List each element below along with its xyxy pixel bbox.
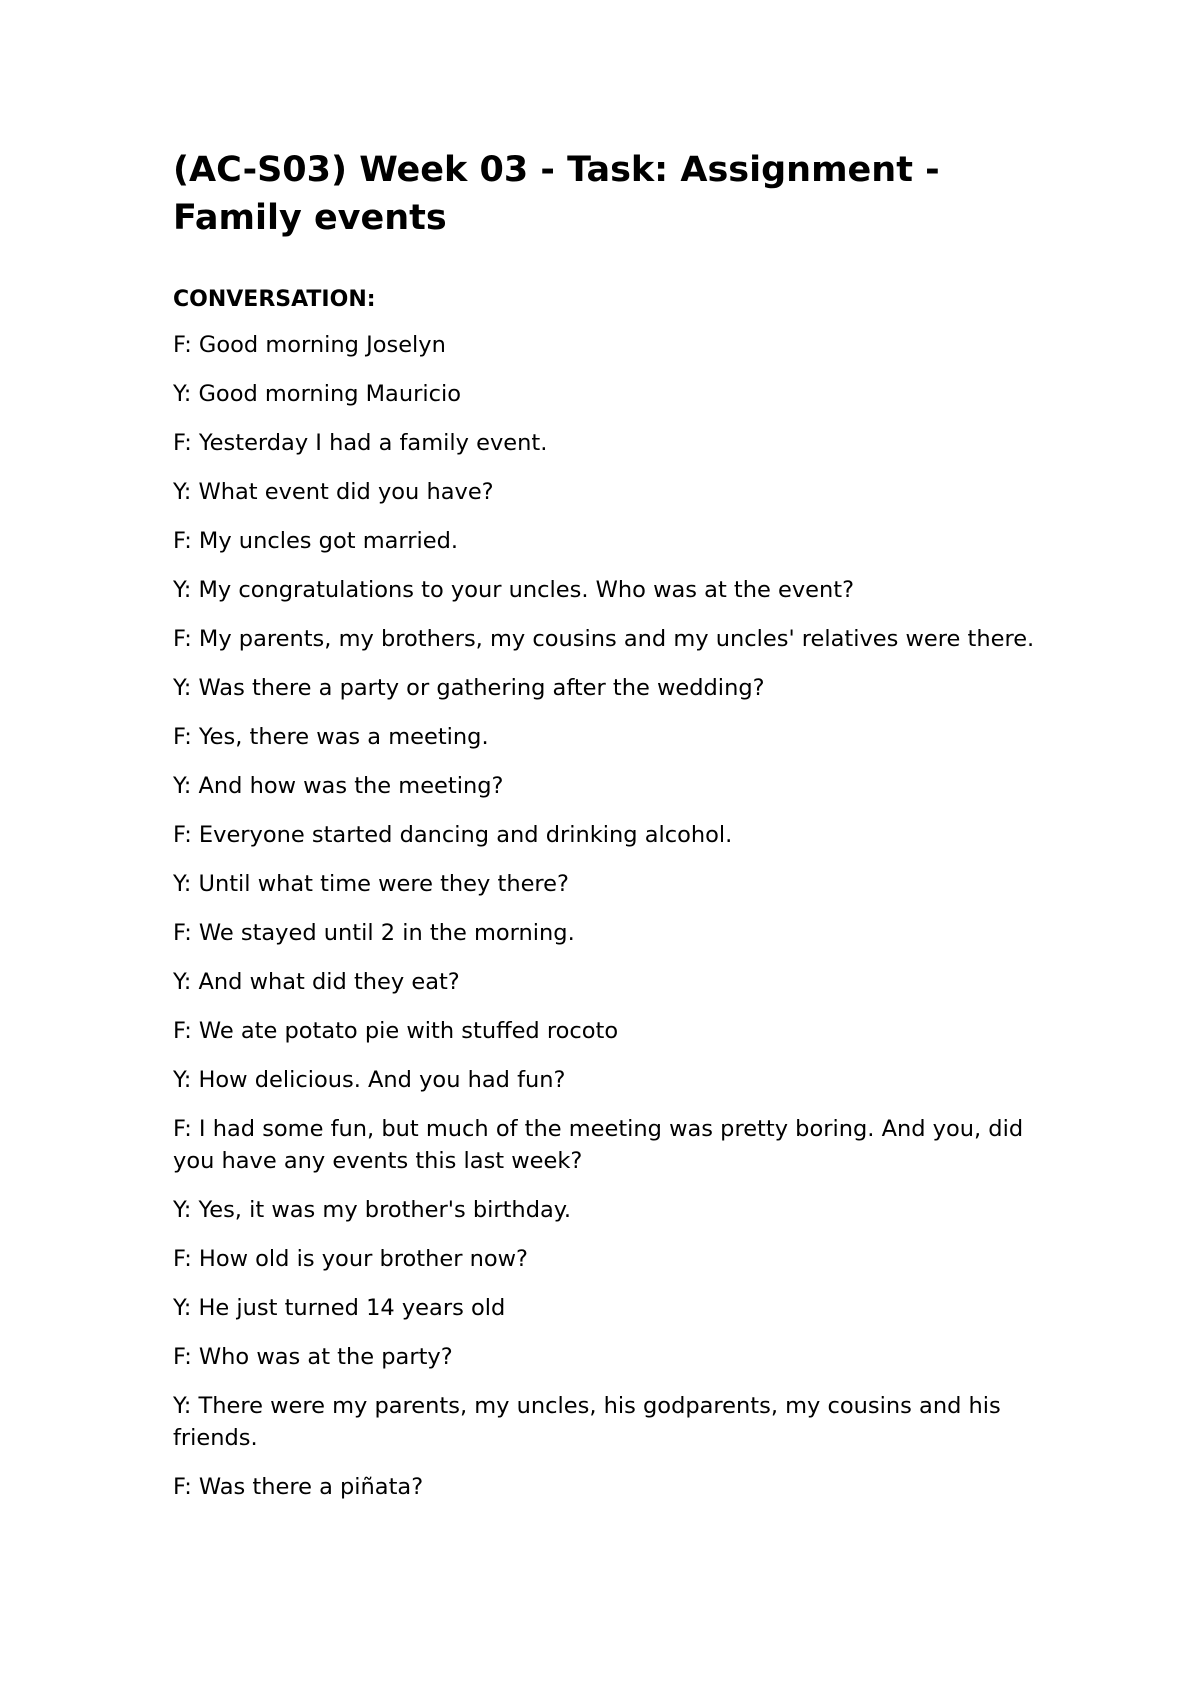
conversation-line: Y: How delicious. And you had fun? [173, 1067, 566, 1093]
document-page [173, 146, 1043, 1503]
document-title: (AC-S03) Week 03 - Task: Assignment - Family events [173, 150, 940, 238]
conversation-line: F: Who was at the party? [173, 1344, 453, 1370]
conversation-line: Y: Yes, it was my brother's birthday. [173, 1197, 572, 1223]
conversation-line: Y: Until what time were they there? [173, 871, 569, 897]
conversation-line: Y: And what did they eat? [173, 969, 460, 995]
conversation-line: F: Was there a piñata? [173, 1474, 424, 1500]
conversation-line: F: I had some fun, but much of the meeting was pretty boring. And you, did you have any events this last week? [173, 1116, 1024, 1174]
conversation-line: F: Yes, there was a meeting. [173, 724, 489, 750]
conversation-line: F: My parents, my brothers, my cousins and my uncles' relatives were there. [173, 626, 1035, 652]
conversation-line: F: My uncles got married. [173, 528, 459, 554]
conversation-line: Y: Good morning Mauricio [173, 381, 461, 407]
conversation-line: F: We ate potato pie with stuffed rocoto [173, 1018, 619, 1044]
conversation-line: Y: There were my parents, my uncles, his godparents, my cousins and his friends. [173, 1393, 1001, 1451]
conversation-lines [173, 329, 1043, 1503]
conversation-line: F: How old is your brother now? [173, 1246, 528, 1272]
conversation-line: Y: He just turned 14 years old [173, 1295, 506, 1321]
conversation-line: F: Everyone started dancing and drinking alcohol. [173, 822, 733, 848]
conversation-line: F: Good morning Joselyn [173, 332, 446, 358]
conversation-line: Y: And how was the meeting? [173, 773, 504, 799]
conversation-line: Y: What event did you have? [173, 479, 494, 505]
conversation-line: Y: Was there a party or gathering after the wedding? [173, 675, 765, 701]
conversation-line: Y: My congratulations to your uncles. Who was at the event? [173, 577, 855, 603]
conversation-line: F: We stayed until 2 in the morning. [173, 920, 575, 946]
section-heading: CONVERSATION: [173, 287, 376, 312]
conversation-line: F: Yesterday I had a family event. [173, 430, 548, 456]
